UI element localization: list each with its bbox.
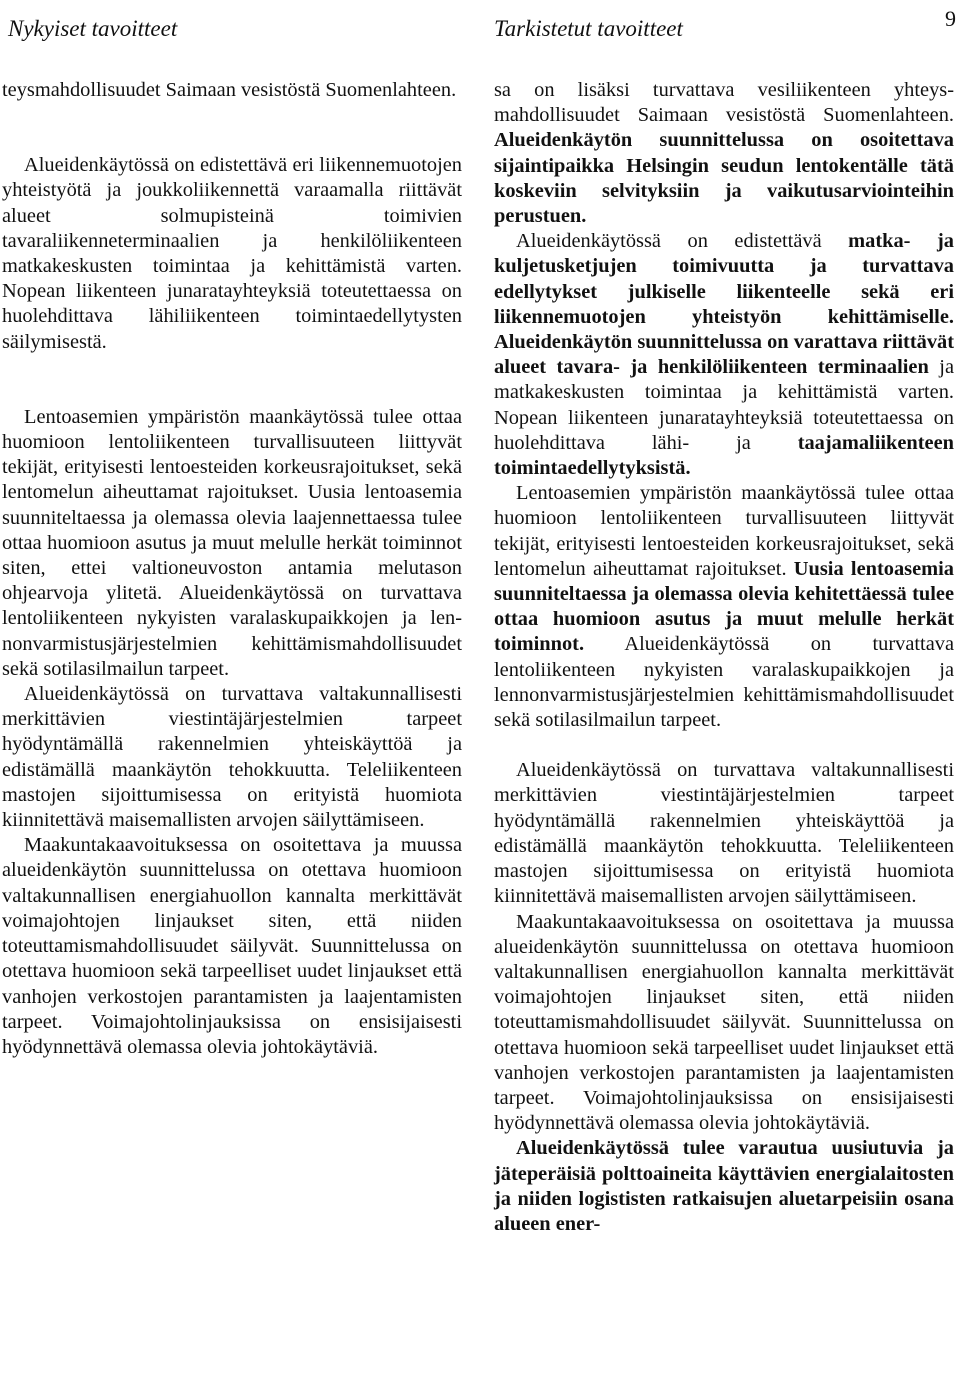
- left-column-heading: Nykyiset tavoitteet: [8, 16, 178, 41]
- right-p2-text-b: Alueidenkäytössä on turvattava lentoliikenteen nykyisten varalaskupaikkojen ja lennonvarmistusjärjestelmien kehittämismahdollisuudet sekä sotilasilmailun tarpeet.: [494, 633, 954, 732]
- right-paragraph-0: [494, 78, 954, 229]
- page-number: 9: [945, 6, 956, 31]
- left-paragraph-0: teysmahdollisuudet Saimaan vesistöstä Suomenlahteen.: [2, 79, 457, 101]
- right-p0-text: sa on lisäksi turvattava vesiliikenteen yhteysmahdollisuudet Saimaan vesistöstä Suomenlahteen.: [494, 79, 954, 127]
- right-column-heading: Tarkistetut tavoitteet: [494, 16, 683, 41]
- right-paragraph-2: [494, 481, 954, 733]
- right-p1-text-a: Alueidenkäytössä on edistettävä: [516, 230, 849, 253]
- right-p1-text-b: ja matkakeskusten toimintaa ja kehittämistä varten. Nopean liikenteen junaratayhteyksiä toteutettaessa on huolehdittava lähi- ja: [494, 356, 954, 454]
- left-paragraph-1: Alueidenkäytössä on edistettävä eri liikennemuotojen yhteistyötä ja joukkoliikennettä varaamalla riittävät alueet solmupisteinä toimivien tavaraliikenneterminaalien ja henkilöliikenteen matkakeskusten toimintaa ja kehittämistä varten. Nopean liikenteen junaratayhteyksiä toteutettaessa on huolehdittava lähiliikenteen toimintaedellytysten säilymisestä.: [2, 154, 462, 353]
- right-paragraph-1: [494, 229, 954, 481]
- right-paragraph-4: Maakuntakaavoituksessa on osoitettava ja muussa alueidenkäytön suunnittelussa on otettava huomioon valtakunnallisen energiahuollon kannalta merkittävät voimajohtojen linjaukset siten, että niiden toteuttamismahdollisuudet säilyvät. Suunnittelussa on otettava huomioon sekä tarpeelliset uudet linjaukset että vanhojen verkostojen parantamisten ja laajentamisten tarpeet. Voimajohtolinjauksissa on ensisijaisesti hyödynnettävä olemassa olevia johtokäytäviä.: [494, 910, 954, 1135]
- right-p1-bold-b: taajamaliikenteen toimintaedellytyksistä.: [494, 431, 954, 480]
- current-goals-column: [2, 78, 462, 1060]
- right-p0-bold: Alueidenkäytön suunnittelussa on osoitettava sijaintipaikka Helsingin seudun lentokentälle tätä koskeviin selvityksiin ja vaikutusarviointeihin perustuen.: [494, 129, 954, 228]
- left-paragraph-2: Lentoasemien ympäristön maankäytössä tulee ottaa huomioon lentoliikenteen turvallisuuteen liittyvät tekijät, erityisesti lentoesteiden korkeusrajoitukset, sekä lentomelun aiheuttamat rajoitukset. Uusia lentoasemia suunniteltaessa ja olemassa olevia laajennettaessa tulee ottaa huomioon asutus ja muut melulle herkät toiminnot siten, ettei valtioneuvoston antamia melutason ohjearvoja ylitetä. Alueidenkäytössä on turvattava lentoliikenteen nykyisten varalaskupaikkojen ja lennonvarmistusjärjestelmien kehittämismahdollisuudet sekä sotilasilmailun tarpeet.: [2, 405, 462, 680]
- right-p2-bold: Uusia lentoasemia suunniteltaessa ja olemassa olevia kehitettäessä tulee ottaa huomioon asutus ja muut melulle herkät toiminnot.: [494, 557, 954, 656]
- right-paragraph-3: Alueidenkäytössä on turvattava valtakunnallisesti merkittävien viestintäjärjestelmien tarpeet hyödyntämällä rakennelmien yhteiskäyttöä ja edistämällä maankäytön tehokkuutta. Teleliikenteen mastojen sijoittumisessa on erityistä huomiota kiinnitettävä maisemallisten arvojen säilyttämiseen.: [494, 759, 954, 908]
- right-paragraph-5: Alueidenkäytössä tulee varautua uusiutuvia ja jäteperäisiä polttoaineita käyttävien energialaitosten ja niiden logististen ratkaisujen aluetarpeisiin osana alueen ener-: [494, 1137, 954, 1235]
- revised-goals-column: [494, 78, 954, 1237]
- right-p1-bold-a: matka- ja kuljetusketjujen toimivuutta ja turvattava edellytykset julkiselle liikenteelle sekä eri liikennemuotojen yhteistyön kehittämiselle. Alueidenkäytön suunnittelussa on varattava riittävät alueet tavara- ja henkilöliikenteen terminaalien: [494, 230, 954, 379]
- left-paragraph-4: Maakuntakaavoituksessa on osoitettava ja muussa alueidenkäytön suunnittelussa on otettava huomioon valtakunnallisen energiahuollon kannalta merkittävät voimajohtojen linjaukset siten, että niiden toteuttamismahdollisuudet säilyvät. Suunnittelussa on otettava huomioon sekä tarpeelliset uudet linjaukset että vanhojen verkostojen parantamisten ja laajentamisten tarpeet. Voimajohtolinjauksissa on ensisijaisesti hyödynnettävä olemassa olevia johtokäytäviä.: [2, 834, 462, 1058]
- right-p2-text-a: Lentoasemien ympäristön maankäytössä tulee ottaa huomioon lentoliikenteen turvallisuuteen liittyvät tekijät, erityisesti lentoesteiden korkeusrajoitukset, sekä lentomelun aiheuttamat rajoitukset.: [494, 482, 954, 580]
- left-paragraph-3: Alueidenkäytössä on turvattava valtakunnallisesti merkittävien viestintäjärjestelmien tarpeet hyödyntämällä rakennelmien yhteiskäyttöä ja edistämällä maankäytön tehokkuutta. Teleliikenteen mastojen sijoittumisessa on erityistä huomiota kiinnitettävä maisemallisten arvojen säilyttämiseen.: [2, 683, 462, 832]
